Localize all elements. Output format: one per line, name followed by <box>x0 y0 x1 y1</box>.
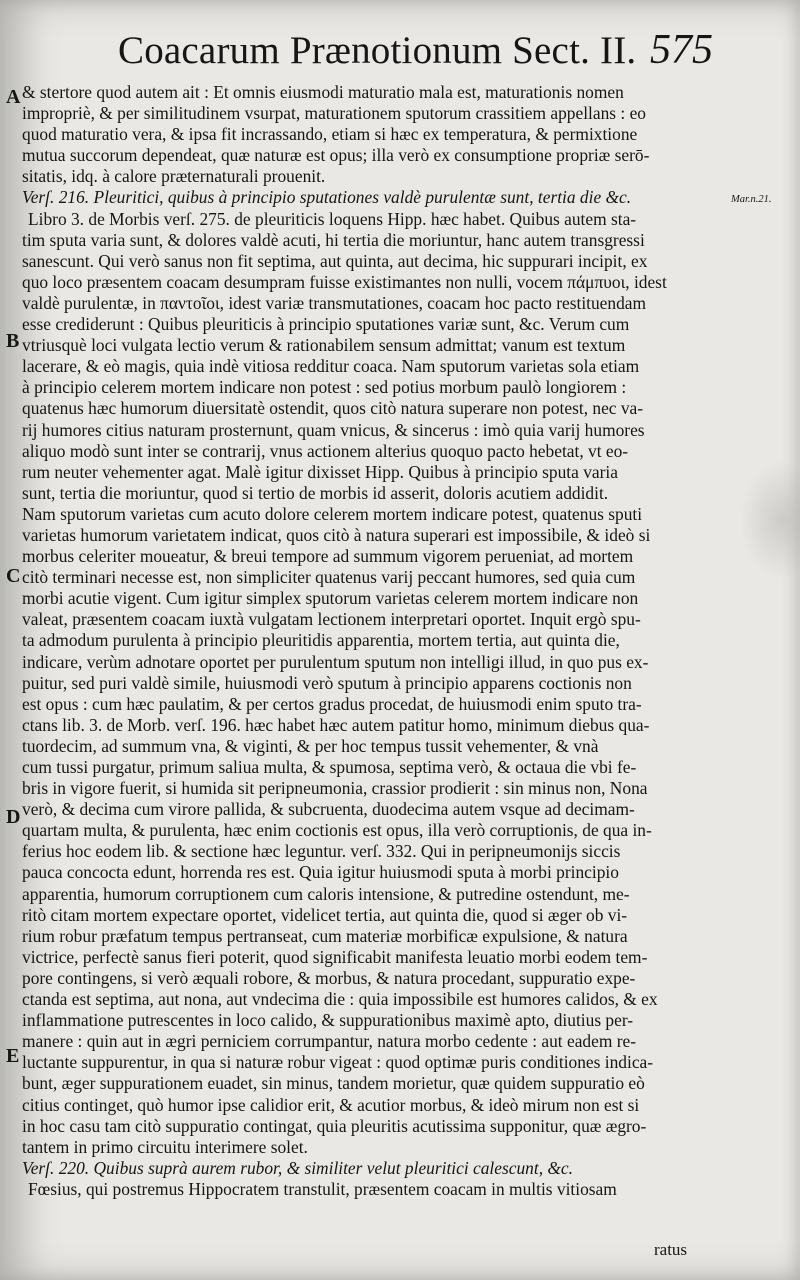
text-line: sitatis, idq. à calore præternaturali prouenit. <box>22 166 326 187</box>
text-line: in hoc casu tam citò suppuratio contingat, quia pleuritis acutissima supponitur, quæ ægro- <box>22 1115 647 1136</box>
text-line: & stertore quod autem ait : Et omnis eiusmodi maturatio mala est, maturationis nomen <box>22 82 624 102</box>
text-line: tantem in primo circuitu interimere solet. <box>22 1136 308 1157</box>
text-line: quatenus hæc humorum diuersitatè ostendit, quos citò natura superare non potest, nec va- <box>22 398 644 419</box>
text-line: quartam multa, & purulenta, hæc enim coctionis est opus, illa verò corruptionis, de qua in- <box>22 820 652 841</box>
text-line: rij humores citius naturam prosternunt, quam vnicus, & sincerus : imò quia varij humores <box>22 419 645 440</box>
text-line: sunt, tertia die moriuntur, quod si tertio de morbis id asserit, doloris acutiem addidit. <box>22 482 609 503</box>
text-line: esse crediderunt : Quibus pleuriticis à principio sputationes variæ sunt, &c. Verum cum <box>22 314 630 335</box>
text-line: lacerare, & eò magis, quia indè vitiosa redditur coaca. Nam sputorum varietas sola etiam <box>22 356 640 377</box>
text-line: rum neuter vehementer agat. Malè igitur dixisset Hipp. Quibus à principio sputa varia <box>22 461 618 482</box>
text-line: morbus celeriter moueatur, & breui tempore ad summum vigorem perueniat, ad mortem <box>22 546 634 567</box>
text-line: victrice, perfectè sanus fieri poterit, quod significabit manifesta leuatio morbi eodem tem- <box>22 946 648 967</box>
running-head <box>0 24 800 76</box>
text-line: apparentia, humorum corruptionem cum caloris intensione, & putredine ostendunt, me- <box>22 883 630 904</box>
text-line: est opus : cum hæc paulatim, & per certos gradus procedat, de huiusmodi enim sputo tra- <box>22 693 642 714</box>
text-line: à principio celerem mortem indicare non potest : sed potius morbum paulò longiorem : <box>22 377 627 398</box>
text-line: varietas humorum varietatem indicat, quos citò à natura superari est impossibile, & ideò si <box>22 524 651 545</box>
text-line: impropriè, & per similitudinem vsurpat, maturationem sputorum crassitiem appellans : eo <box>22 103 646 124</box>
text-line: rium robur præfatum tempus pertranseat, cum materiæ morbificæ expulsione, & natura <box>22 925 628 946</box>
text-line: ctanda est septima, aut nona, aut vndecima die : quia impossibile est humores calidos, & ex <box>22 989 658 1010</box>
running-head-title: Coacarum Prænotionum Sect. II. <box>118 29 637 72</box>
text-line: sanescunt. Qui verò sanus non fit septima, aut quinta, aut decima, hic suppurari incipit, ex <box>22 250 648 271</box>
text-line: ferius hoc eodem lib. & sectione hæc leguntur. verſ. 332. Qui in peripneumonijs siccis <box>22 841 621 862</box>
text-line: ctans lib. 3. de Morb. verſ. 196. hæc habet hæc autem patitur homo, minimum diebus qua- <box>22 714 650 735</box>
page-number: 575 <box>650 27 713 73</box>
margin-letter-b: B <box>6 330 20 352</box>
text-line: aliquo modò sunt inter se contrarij, vnus actionem alterius quoquo pacto hebetat, vt eo- <box>22 440 629 461</box>
text-line: Fœsius, qui postremus Hippocratem transtulit, præsentem coacam in multis vitiosam <box>28 1178 617 1199</box>
page-stain <box>740 460 800 580</box>
text-line: citius continget, quò humor ipse calidior erit, & acutior morbus, & ideò mirum non est si <box>22 1094 640 1115</box>
text-line: puitur, sed puri valdè simile, huiusmodi verò sputum à principio apparens coctionis non <box>22 672 632 693</box>
side-note: Mar.n.21. <box>731 194 772 205</box>
text-line: valdè purulentæ, in παντοῖοι, idest variæ transmutationes, coacam hoc pacto restituendam <box>22 292 647 313</box>
text-line: inflammatione putrescentes in loco calido, & suppurationibus maximè apto, diutius per- <box>22 1010 634 1031</box>
text-line: tuordecim, ad summum vna, & viginti, & per hoc tempus tussit vehementer, & vnà <box>22 735 599 756</box>
text-line: bris in vigore fuerit, si humida sit peripneumonia, crassior prodierit : sin minus non, Nona <box>22 778 648 799</box>
text-line: quo loco præsentem coacam desumpram fuisse existimantes non nulli, vocem πάμπυοι, idest <box>22 271 667 292</box>
text-line: Nam sputorum varietas cum acuto dolore celerem mortem indicare potest, quatenus sputi <box>22 503 643 524</box>
text-line: cum tussi purgatur, primum saliua multa, & spumosa, septima verò, & octaua die vbi fe- <box>22 757 637 777</box>
text-line: mutua succorum dependeat, quæ naturæ est opus; illa verò ex consumptione propriæ serō- <box>22 145 650 166</box>
margin-letter-e: E <box>6 1045 20 1067</box>
text-line: ritò citam mortem expectare oportet, videlicet tertia, aut quinta die, quod si æger ob vi- <box>22 904 628 925</box>
text-line: vtriusquè loci vulgata lectio verum & rationabilem sensum admittat; vanum est textum <box>22 335 626 356</box>
margin-letter-d: D <box>6 806 21 828</box>
text-line: Verſ. 220. Quibus suprà aurem rubor, & similiter velut pleuritici calescunt, &c. <box>22 1157 573 1178</box>
text-line: bunt, æger suppurationem euadet, sin minus, tandem morietur, quæ quidem suppuratio eò <box>22 1073 645 1094</box>
text-line: luctante suppurentur, in qua si naturæ robur vigeat : quod optimæ puris conditiones indica- <box>22 1052 654 1073</box>
text-line: manere : quin aut in ægri perniciem corrumpantur, natura morbo cedente : aut eadem re- <box>22 1031 637 1052</box>
text-line: ta admodum purulenta à principio pleuritidis apparentia, mortem tertia, aut quinta die, <box>22 630 620 651</box>
text-line: morbi acutie vigent. Cum igitur simplex sputorum varietas celerem mortem indicare non <box>22 588 639 609</box>
text-line: pauca concocta edunt, horrenda res est. Quia igitur huiusmodi sputa à morbi principio <box>22 862 619 883</box>
margin-letter-a: A <box>6 86 21 108</box>
text-line: quod maturatio vera, & ipsa fit incrassando, etiam si hæc ex temperatura, & permixtione <box>22 124 638 145</box>
text-line: pore contingens, si verò æquali robore, & morbus, & natura procedant, suppuratio expe- <box>22 967 636 988</box>
body-text <box>22 82 727 1200</box>
text-line: Verſ. 216. Pleuritici, quibus à principio sputationes valdè purulentæ sunt, tertia die &c. <box>22 187 632 208</box>
text-line: citò terminari necesse est, non simpliciter quatenus varij peccant humores, sed quia cum <box>22 567 636 588</box>
text-line: tim sputa varia sunt, & dolores valdè acuti, hi tertia die moriuntur, hanc autem transgressi <box>22 229 645 250</box>
text-line: Libro 3. de Morbis verſ. 275. de pleuriticis loquens Hipp. hæc habet. Quibus autem sta- <box>28 208 637 229</box>
text-line: indicare, verùm adnotare oportet per purulentum sputum non intelligi illud, in quo pus ex- <box>22 651 649 672</box>
text-line: valeat, præsentem coacam iuxtà vulgatam lectionem interpretari oportet. Inquit ergò spu- <box>22 609 641 630</box>
text-line: verò, & decima cum virore pallida, & subcruenta, duodecima autem vsque ad decimam- <box>22 799 635 820</box>
margin-letter-c: C <box>6 565 21 587</box>
catchword: ratus <box>654 1240 688 1259</box>
